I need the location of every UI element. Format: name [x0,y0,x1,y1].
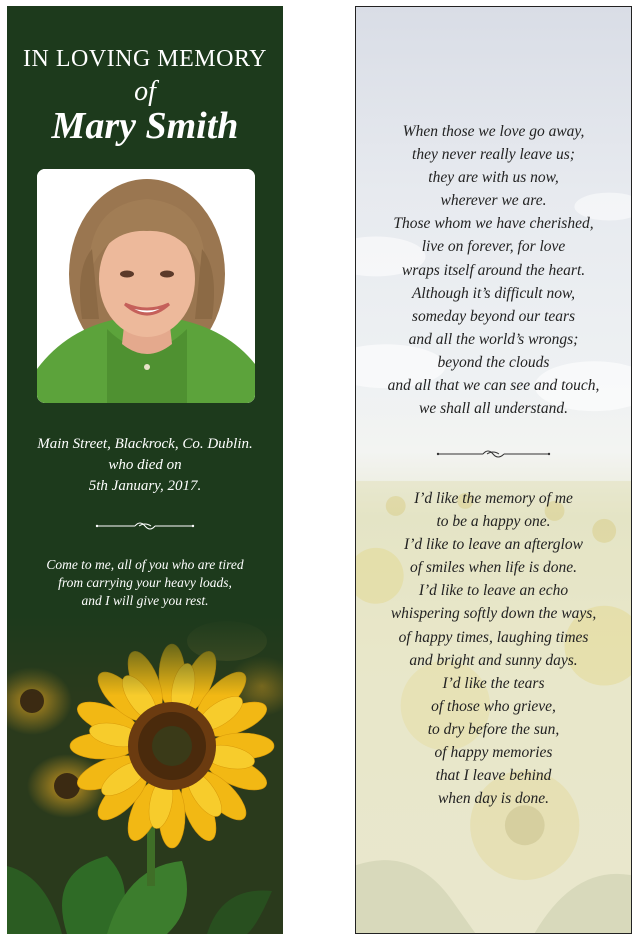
address-line: who died on [108,457,182,473]
poem-line: wherever we are. [440,192,547,210]
poem-line: of smiles when life is done. [409,559,578,577]
poem-line: and all that we can see and touch, [387,377,600,395]
scroll-ornament-icon [436,447,551,461]
left-bookmark [7,6,283,934]
poem-line: and bright and sunny days. [409,651,578,669]
poem-line: and all the world’s wrongs; [408,330,579,348]
verse-line: Come to me, all of you who are tired [46,557,244,572]
poem-line: I’d like to leave an afterglow [404,536,583,554]
scroll-ornament-icon [95,519,195,533]
poem-line: they are with us now, [428,169,559,187]
poem-line: live on forever, for love [421,238,566,256]
poem-line: I’d like the tears [442,674,545,692]
poem-line: to dry before the sun, [427,720,560,738]
deceased-name: Mary Smith [51,105,239,147]
poem-line: Those whom we have cherished, [393,215,594,233]
verse-line: and I will give you rest. [81,593,209,608]
address-line: 5th January, 2017. [88,478,202,494]
poem-line: I’d like the memory of me [414,490,573,507]
poem-line: When those we love go away, [402,123,585,140]
right-bookmark [355,6,632,934]
poem-line: of those who grieve, [431,697,556,715]
portrait-photo [37,169,255,403]
poem-line: of happy memories [434,744,553,762]
poem-second [356,487,631,810]
address-line: Main Street, Blackrock, Co. Dublin. [37,436,253,452]
verse-line: from carrying your heavy loads, [58,575,232,590]
poem-line: wraps itself around the heart. [401,261,586,279]
sunflower-image [7,616,283,934]
poem-line: when day is done. [437,790,550,808]
poem-line: we shall all understand. [419,400,568,418]
poem-line: someday beyond our tears [411,307,576,325]
poem-first [356,120,631,420]
connector-of: of [134,76,156,107]
heading: IN LOVING MEMORY [23,46,267,72]
poem-line: beyond the clouds [437,353,550,371]
address-block [7,434,283,497]
poem-line: whispering softly down the ways, [390,605,597,623]
poem-line: they never really leave us; [412,146,575,164]
poem-line: I’d like to leave an echo [418,582,569,600]
poem-line: to be a happy one. [436,513,551,531]
poem-line: that I leave behind [435,767,552,785]
verse-block [7,556,283,610]
poem-line: Although it’s difficult now, [411,284,576,302]
poem-line: of happy times, laughing times [398,628,589,646]
